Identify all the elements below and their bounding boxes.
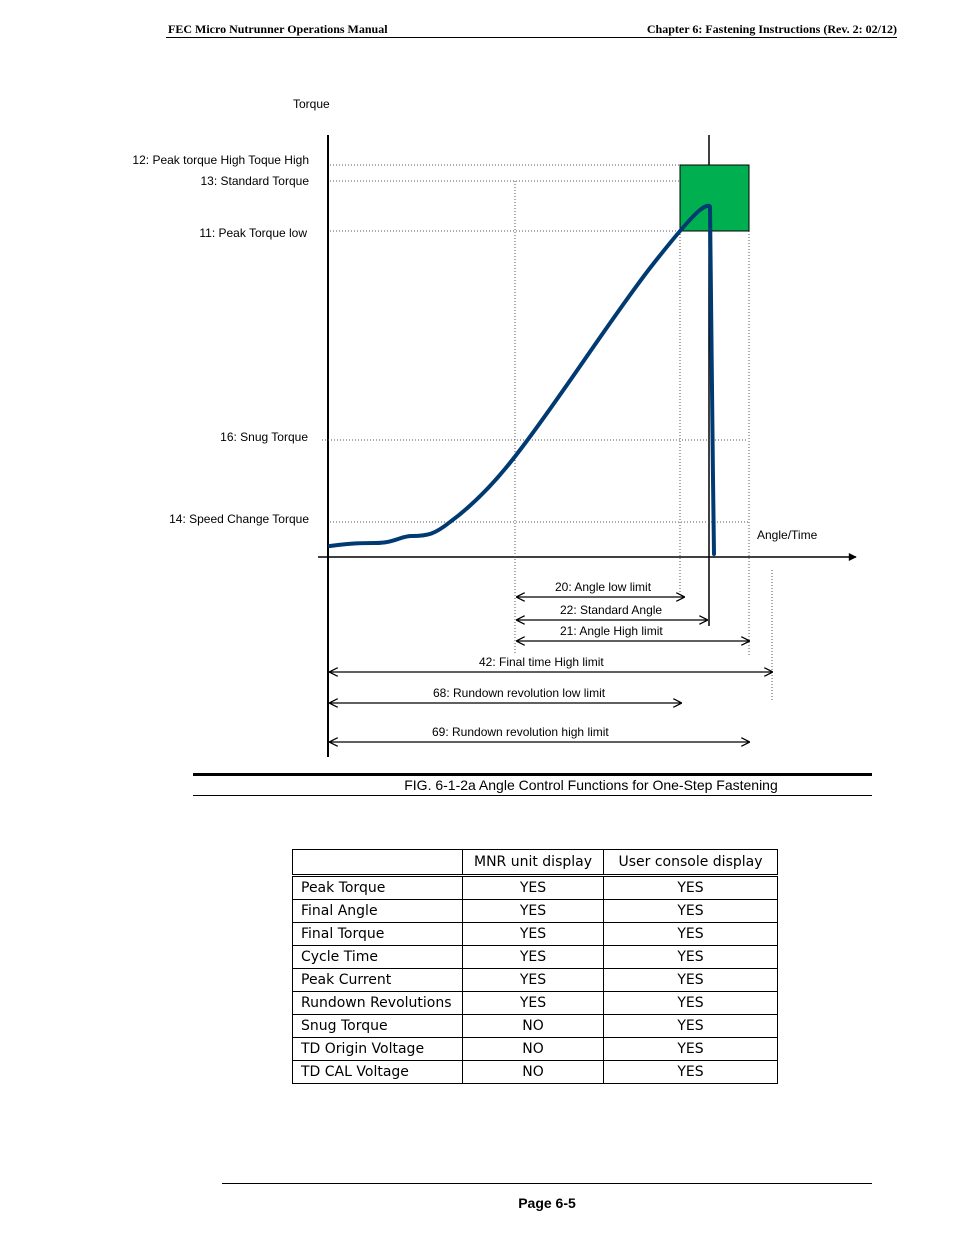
torque-axis-label: Torque bbox=[293, 97, 330, 111]
caption-bottom-rule bbox=[193, 795, 872, 796]
table-cell-console: YES bbox=[604, 1061, 778, 1084]
peak-torque-low-label: 11: Peak Torque low bbox=[199, 226, 307, 240]
table-cell-mnr: YES bbox=[463, 923, 604, 946]
table-cell-mnr: YES bbox=[463, 946, 604, 969]
angle-low-limit-label: 20: Angle low limit bbox=[555, 580, 652, 594]
table-cell-console: YES bbox=[604, 992, 778, 1015]
torque-curve bbox=[330, 206, 714, 554]
table-cell-mnr: YES bbox=[463, 969, 604, 992]
figure-caption: FIG. 6-1-2a Angle Control Functions for One-Step Fastening bbox=[404, 777, 778, 793]
table-cell-item: Cycle Time bbox=[293, 946, 463, 969]
table-row bbox=[293, 900, 778, 923]
table-cell-item: TD CAL Voltage bbox=[293, 1061, 463, 1084]
table-row bbox=[293, 1015, 778, 1038]
chapter-title: Chapter 6: Fastening Instructions (Rev. 2: 02/12) bbox=[646, 22, 897, 36]
speed-change-torque-label: 14: Speed Change Torque bbox=[169, 512, 309, 526]
table-cell-console: YES bbox=[604, 1015, 778, 1038]
table-header-item bbox=[293, 850, 463, 876]
manual-title: FEC Micro Nutrunner Operations Manual bbox=[168, 22, 388, 36]
table-row bbox=[293, 969, 778, 992]
table-row bbox=[293, 1038, 778, 1061]
table-cell-item: TD Origin Voltage bbox=[293, 1038, 463, 1061]
caption-top-rule bbox=[193, 773, 872, 776]
table-cell-console: YES bbox=[604, 1038, 778, 1061]
table-header-row bbox=[293, 850, 778, 876]
snug-torque-label: 16: Snug Torque bbox=[220, 430, 308, 444]
table-header-console: User console display bbox=[604, 850, 778, 876]
table-row bbox=[293, 946, 778, 969]
peak-torque-high-label: 12: Peak torque High Toque High bbox=[132, 153, 309, 167]
table-row bbox=[293, 1061, 778, 1084]
table-cell-item: Peak Torque bbox=[293, 876, 463, 900]
table-header-mnr: MNR unit display bbox=[463, 850, 604, 876]
table-cell-mnr: YES bbox=[463, 992, 604, 1015]
page-number: Page 6-5 bbox=[518, 1195, 576, 1211]
table-cell-console: YES bbox=[604, 923, 778, 946]
standard-torque-label: 13: Standard Torque bbox=[200, 174, 309, 188]
table-cell-item: Snug Torque bbox=[293, 1015, 463, 1038]
table-cell-mnr: YES bbox=[463, 900, 604, 923]
table-cell-console: YES bbox=[604, 900, 778, 923]
table-cell-item: Final Angle bbox=[293, 900, 463, 923]
table-cell-console: YES bbox=[604, 876, 778, 900]
final-time-high-limit-label: 42: Final time High limit bbox=[479, 655, 604, 669]
table-cell-item: Peak Current bbox=[293, 969, 463, 992]
table-cell-mnr: NO bbox=[463, 1038, 604, 1061]
table-cell-mnr: YES bbox=[463, 876, 604, 900]
standard-angle-label: 22: Standard Angle bbox=[560, 603, 663, 617]
table-row bbox=[293, 923, 778, 946]
rundown-high-limit-label: 69: Rundown revolution high limit bbox=[432, 725, 609, 739]
footer-rule bbox=[222, 1183, 872, 1184]
table-cell-console: YES bbox=[604, 969, 778, 992]
table-row bbox=[293, 876, 778, 900]
table-cell-mnr: NO bbox=[463, 1015, 604, 1038]
table-cell-item: Rundown Revolutions bbox=[293, 992, 463, 1015]
table-cell-mnr: NO bbox=[463, 1061, 604, 1084]
angle-time-axis-label: Angle/Time bbox=[757, 528, 818, 542]
table-row bbox=[293, 992, 778, 1015]
display-table bbox=[292, 849, 778, 1084]
table-cell-item: Final Torque bbox=[293, 923, 463, 946]
table-cell-console: YES bbox=[604, 946, 778, 969]
angle-high-limit-label: 21: Angle High limit bbox=[560, 624, 663, 638]
rundown-low-limit-label: 68: Rundown revolution low limit bbox=[433, 686, 606, 700]
